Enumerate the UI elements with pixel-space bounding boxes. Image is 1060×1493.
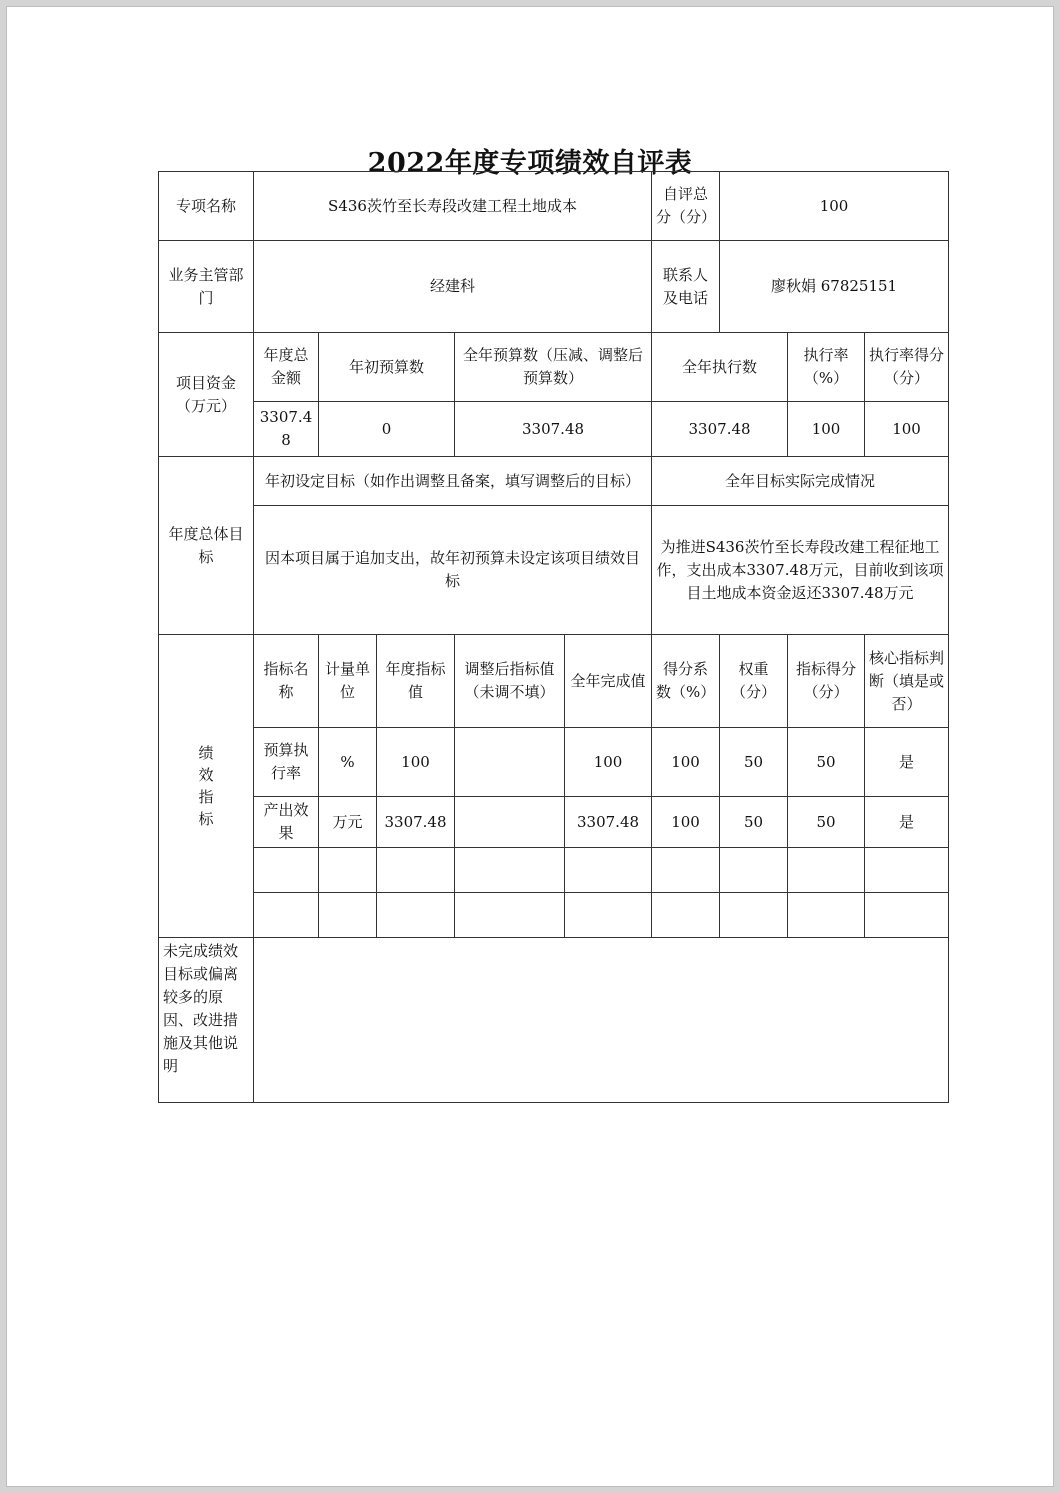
indicator-cell: 100 bbox=[565, 728, 652, 797]
indicator-cell bbox=[254, 893, 319, 938]
page-title: 2022年度专项绩效自评表 bbox=[367, 148, 693, 179]
indicator-cell: 100 bbox=[377, 728, 455, 797]
indicator-cell bbox=[377, 893, 455, 938]
department-label: 业务主管部门 bbox=[159, 241, 254, 333]
indicator-cell bbox=[319, 848, 377, 893]
indicator-cell: 50 bbox=[788, 797, 865, 848]
indicator-header-target: 年度指标值 bbox=[377, 635, 455, 728]
funds-header-total: 年度总金额 bbox=[254, 333, 319, 402]
funds-header-initial: 年初预算数 bbox=[319, 333, 455, 402]
table-row bbox=[159, 893, 949, 938]
indicator-cell bbox=[565, 848, 652, 893]
funds-value-initial: 0 bbox=[319, 402, 455, 457]
indicator-cell: 100 bbox=[652, 728, 720, 797]
indicator-cell bbox=[254, 848, 319, 893]
goals-initial-header: 年初设定目标（如作出调整且备案，填写调整后的目标） bbox=[254, 457, 652, 506]
funds-value-rate-score: 100 bbox=[865, 402, 949, 457]
indicator-cell: 3307.48 bbox=[565, 797, 652, 848]
contact-value: 廖秋娟 67825151 bbox=[720, 241, 949, 333]
indicators-label-text: 绩效指标 bbox=[198, 743, 214, 828]
funds-value-executed: 3307.48 bbox=[652, 402, 788, 457]
remarks-value bbox=[254, 938, 949, 1103]
goals-actual-text: 为推进S436茨竹至长寿段改建工程征地工作，支出成本3307.48万元，目前收到该项目土地成本资金返还3307.48万元 bbox=[652, 506, 949, 635]
indicator-cell: 50 bbox=[788, 728, 865, 797]
indicator-cell: 万元 bbox=[319, 797, 377, 848]
funds-header-rate: 执行率（%） bbox=[788, 333, 865, 402]
indicator-header-unit: 计量单位 bbox=[319, 635, 377, 728]
goals-actual-header: 全年目标实际完成情况 bbox=[652, 457, 949, 506]
remarks-row bbox=[159, 938, 949, 1103]
indicator-cell: 3307.48 bbox=[377, 797, 455, 848]
evaluation-table bbox=[158, 171, 949, 1103]
table-row bbox=[159, 797, 949, 848]
project-row bbox=[159, 172, 949, 241]
department-value: 经建科 bbox=[254, 241, 652, 333]
funds-value-annual-budget: 3307.48 bbox=[455, 402, 652, 457]
indicator-header-row bbox=[159, 635, 949, 728]
indicator-cell bbox=[319, 893, 377, 938]
funds-label: 项目资金（万元） bbox=[159, 333, 254, 457]
indicator-cell: % bbox=[319, 728, 377, 797]
indicator-cell bbox=[652, 893, 720, 938]
remarks-label: 未完成绩效目标或偏离较多的原因、改进措施及其他说明 bbox=[159, 938, 254, 1103]
goals-content-row bbox=[159, 506, 949, 635]
funds-header-row bbox=[159, 333, 949, 402]
goals-initial-text: 因本项目属于追加支出，故年初预算未设定该项目绩效目标 bbox=[254, 506, 652, 635]
indicator-header-score: 指标得分（分） bbox=[788, 635, 865, 728]
project-name-value: S436茨竹至长寿段改建工程土地成本 bbox=[254, 172, 652, 241]
project-name-label: 专项名称 bbox=[159, 172, 254, 241]
goals-header-row bbox=[159, 457, 949, 506]
contact-label: 联系人及电话 bbox=[652, 241, 720, 333]
table-row bbox=[159, 728, 949, 797]
funds-header-executed: 全年执行数 bbox=[652, 333, 788, 402]
indicator-cell bbox=[788, 893, 865, 938]
indicator-cell: 50 bbox=[720, 728, 788, 797]
score-label: 自评总分（分） bbox=[652, 172, 720, 241]
funds-value-rate: 100 bbox=[788, 402, 865, 457]
indicator-header-completed: 全年完成值 bbox=[565, 635, 652, 728]
indicator-header-weight: 权重（分） bbox=[720, 635, 788, 728]
indicator-cell bbox=[455, 797, 565, 848]
goals-label: 年度总体目标 bbox=[159, 457, 254, 635]
funds-value-row bbox=[159, 402, 949, 457]
department-row bbox=[159, 241, 949, 333]
indicator-cell: 是 bbox=[865, 728, 949, 797]
indicator-cell: 是 bbox=[865, 797, 949, 848]
indicator-cell bbox=[455, 728, 565, 797]
indicator-header-coefficient: 得分系数（%） bbox=[652, 635, 720, 728]
table-row bbox=[159, 848, 949, 893]
indicator-cell: 50 bbox=[720, 797, 788, 848]
indicator-cell bbox=[788, 848, 865, 893]
score-value: 100 bbox=[720, 172, 949, 241]
indicators-label bbox=[159, 635, 254, 938]
indicator-cell: 预算执行率 bbox=[254, 728, 319, 797]
indicator-header-name: 指标名称 bbox=[254, 635, 319, 728]
indicator-cell bbox=[377, 848, 455, 893]
funds-value-total: 3307.48 bbox=[254, 402, 319, 457]
funds-header-rate-score: 执行率得分（分） bbox=[865, 333, 949, 402]
indicator-header-adjusted: 调整后指标值（未调不填） bbox=[455, 635, 565, 728]
indicator-cell: 100 bbox=[652, 797, 720, 848]
indicator-header-core: 核心指标判断（填是或否） bbox=[865, 635, 949, 728]
indicator-cell bbox=[455, 848, 565, 893]
indicator-cell bbox=[652, 848, 720, 893]
indicator-cell bbox=[565, 893, 652, 938]
indicator-cell bbox=[865, 893, 949, 938]
indicator-cell bbox=[455, 893, 565, 938]
indicator-cell: 产出效果 bbox=[254, 797, 319, 848]
funds-header-annual-budget: 全年预算数（压减、调整后预算数） bbox=[455, 333, 652, 402]
indicator-cell bbox=[865, 848, 949, 893]
indicator-cell bbox=[720, 848, 788, 893]
indicator-cell bbox=[720, 893, 788, 938]
